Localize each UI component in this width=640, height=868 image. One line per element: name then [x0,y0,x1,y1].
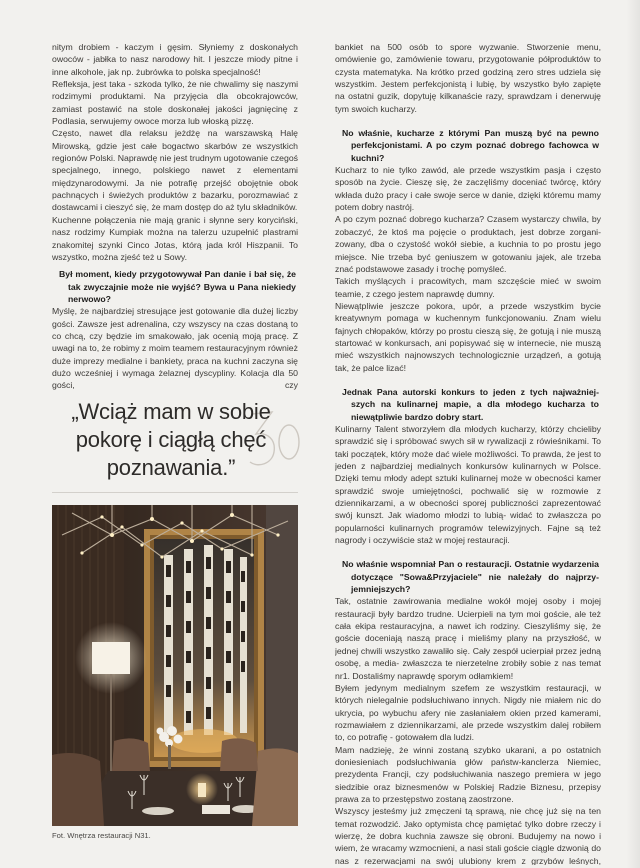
pull-quote-line: „Wciąż mam w sobie [71,399,271,424]
body-paragraph: Wszyscy jesteśmy już zmęczeni tą sprawą, nie chcę już się na ten temat rozwodzić. Jako optymista chcę pamiętać tylko dobre rzeczy i wierzę, że dobra kuchnia zawsze się obroni. Budujemy na nowo i wiem, że wracamy wzmocnieni, a nasi stali goście ciągle dzwonią do nas z rezerwacjami na swój ulubiony krem z grzybów leśnych, [335,806,601,865]
divider-line [52,492,298,493]
body-paragraph: Tak, ostatnie zawirowania medialne wokół mojej osoby i mojej restauracji były bardzo trudne. Ucierpieli na tym moi goście, ale też cała ekipa restauracyjna, a nawet ich rodziny. Cieszyliśmy się, że goście doceniają naszą pracę i mieliśmy plany na przyszłość, w jednej chwili wszystko zawaliło się. Cały zespół ucierpiał przez jedną osobę, a media- zwłaszcza te nierzetelne zrobiły sobie z nas temat nr1. Dostaliśmy naprawdę sporym odłamkiem! [335,596,601,681]
body-paragraph: Myślę, że najbardziej stresujące jest gotowanie dla dużej liczby gości. Zawsze jest adrenalina, czy wszyscy na czas dostaną to co chcą, czy będzie im smakowało, jak ocenią moją pracę. Z uwagi na to, że robimy z moim teamem restauracyjnym również duże imprezy medialne i bankiety, praca na kuchni zaczyna się dużo wcześniej i wymaga żelaznej dyscypliny. Kolacja dla 50 gości, czy [52,306,298,391]
left-text-column [52,41,298,392]
pull-quote [52,398,290,482]
body-paragraph: nitym drobiem - kaczym i gęsim. Słyniemy z doskonałych owoców - jabłka to nasz narodowy hit. I jeszcze miody pitne i inne alkohole, jak np. żubrówka to polska specjalność! [52,42,298,77]
body-paragraph: Niewątpliwie jeszcze pokora, upór, a przede wszystkim bycie kreatywnym pomaga w kuchennym funkcjonowaniu. Znam wielu fajnych chłopaków, którzy po prostu cieszą się, że gotują i nie muszą startować w konkursach, ani popisywać się w internecie, nie muszą mieć wszystkich najnowszych technologicznie urządzeń, a gotują tak, że palce lizać! [335,300,601,373]
interview-question: Był moment, kiedy przygotowywał Pan danie i bał się, że tak zwyczajnie może nie wyjść? Bywa u Pana niekiedy nerwowo? [59,269,296,304]
body-paragraph: bankiet na 500 osób to spore wyzwanie. Stworzenie menu, omówienie go, zamówienie towaru, przygotowanie półproduktów to czysta matematyka. Na krótko przed godziną zero stres udziela się wszystkim. Jestem perfekcjonistą i lubię, by wszystko było zapięte na ostatni guzik, dopytuję kilkanaście razy, sprawdzam i denerwuję tym swoich kucharzy. [335,42,601,114]
body-paragraph: Często, nawet dla relaksu jeżdżę na warszawską Halę Mirowską, gdzie jest całe bogactwo skarbów ze wszystkich regionów Polski. Naprawdę nie jest trudnym ugotowanie czegoś specjalnego, innego, polskiego nawet z elementami międzynarodowymi. Ja nie potrafię przejść obojętnie obok pachnących i świeżych produktów z bazarku, porozmawiać z dostawcami i cieszyć się, że mam dostęp do aż tylu składników. [52,128,298,213]
body-paragraph: Kuchenne połączenia nie mają granic i słynne sery koryciński, nasz rodzimy Kumpiak można na talerzu uzupełnić plastrami znakomitej szynki Cinco Jotas, którą jada król Hiszpanii. To wszystko, można zjeść też u Sowy. [52,214,298,262]
body-paragraph: Kulinarny Talent stworzyłem dla młodych kucharzy, którzy chcieliby sprawdzić się i spróbować swych sił w rywalizacji z rówieśnikami. To taki początek, który może dać wiele możliwości. To prawda, że jest to jeden z najbardziej medialnych konkursów kulinarnych w Polsce. Dzięki temu młody adept sztuki kulinarnej może w obecności kamer sprawdzić swoje umiejętności, pochwalić się w rozmowie z dziennikarzami, a w obecności sporej publiczności zaprezentować swój kunszt. Jak wiadomo młodzi to lubią- widać to zwłaszcza po popularności kulinarnych programów telewizyjnych. Fajne są też nagrody i oczywiście staż w mojej restauracji. [335,423,601,546]
body-paragraph: A po czym poznać dobrego kucharza? Czasem wystarczy chwila, by zobaczyć, że ktoś ma pojęcie o produktach, jest dobrze zorganizowany, dba o czystość wokół siebie, a kuchnia to po prostu jego miejsce. Nie trzeba być geniuszem w gotowaniu jajek, ale trzeba znać podstawowe zasady i trochę pomyśleć. [335,214,601,274]
pull-quote-line: pokorę i ciągłą chęć [75,427,267,452]
page-edge-shadow [626,0,640,868]
interview-question: No właśnie, kucharze z którymi Pan muszą być na pewno perfekcjonistami. A po czym poznać dobrego fachowca w kuchni? [342,128,599,163]
restaurant-interior-photo [52,505,298,826]
body-paragraph: Mam nadzieję, że winni zostaną szybko ukarani, a po ostatnich doniesieniach podsłuchiwania głów państw-kanclerza Niemiec, prezydenta Francji, czy podsłuchiwania naszego premiera w jego siedzibie oraz biznesmenów w Polskiej Radzie Biznesu, przepisy prawa za to przestępstwo zostaną zaostrzone. [335,744,601,804]
body-paragraph: Takich myślących i pracowitych, mam szczęście mieć w swoim teamie, z czego jestem naprawdę dumny. [335,276,601,299]
body-paragraph: Refleksja, jest taka - szkoda tylko, że nie chwalimy się naszymi rodzimymi produktami. Na przyjęcia dla obcokrajowców, zamiast postawić na stole doskonałej jakości jagnięcinę z Podlasia, serwujemy owoce morza lub włoską pizzę. [52,79,298,127]
right-text-column [335,41,601,865]
body-paragraph: Byłem jedynym medialnym szefem ze wszystkim restauracji, w których nielegalnie podsłuchiwano innych. Nigdy nie miałem nic do ukrycia, po wybuchu afery nie zasłaniałem okien przed kamerami, rozmawiałem z dziennikarzami, ale przede wszystkim dalej robiłem to, co potrafię - gotowałem dla ludzi. [335,682,601,743]
photo-caption: Fot. Wnętrza restauracji N31. [52,831,151,840]
interview-question: Jednak Pana autorski konkurs to jeden z tych najważniejszych na kulinarnej mapie, a dla młodego kucharza to niewątpliwie bardzo dobry start. [342,386,599,422]
interview-question: No właśnie wspomniał Pan o restauracji. Ostatnie wydarzenia dotyczące "Sowa&Przyjaciele" nie należały do najprzyjemniejszych? [342,559,599,595]
body-paragraph: Kucharz to nie tylko zawód, ale przede wszystkim pasja i często sposób na życie. Cieszę się, że zaczęliśmy doceniać twórcę, który wkłada dużo pracy i całe swoje serce w danie, dzięki któremu mamy potem dobry nastrój. [335,165,601,213]
pull-quote-line: poznawania.” [106,455,236,480]
